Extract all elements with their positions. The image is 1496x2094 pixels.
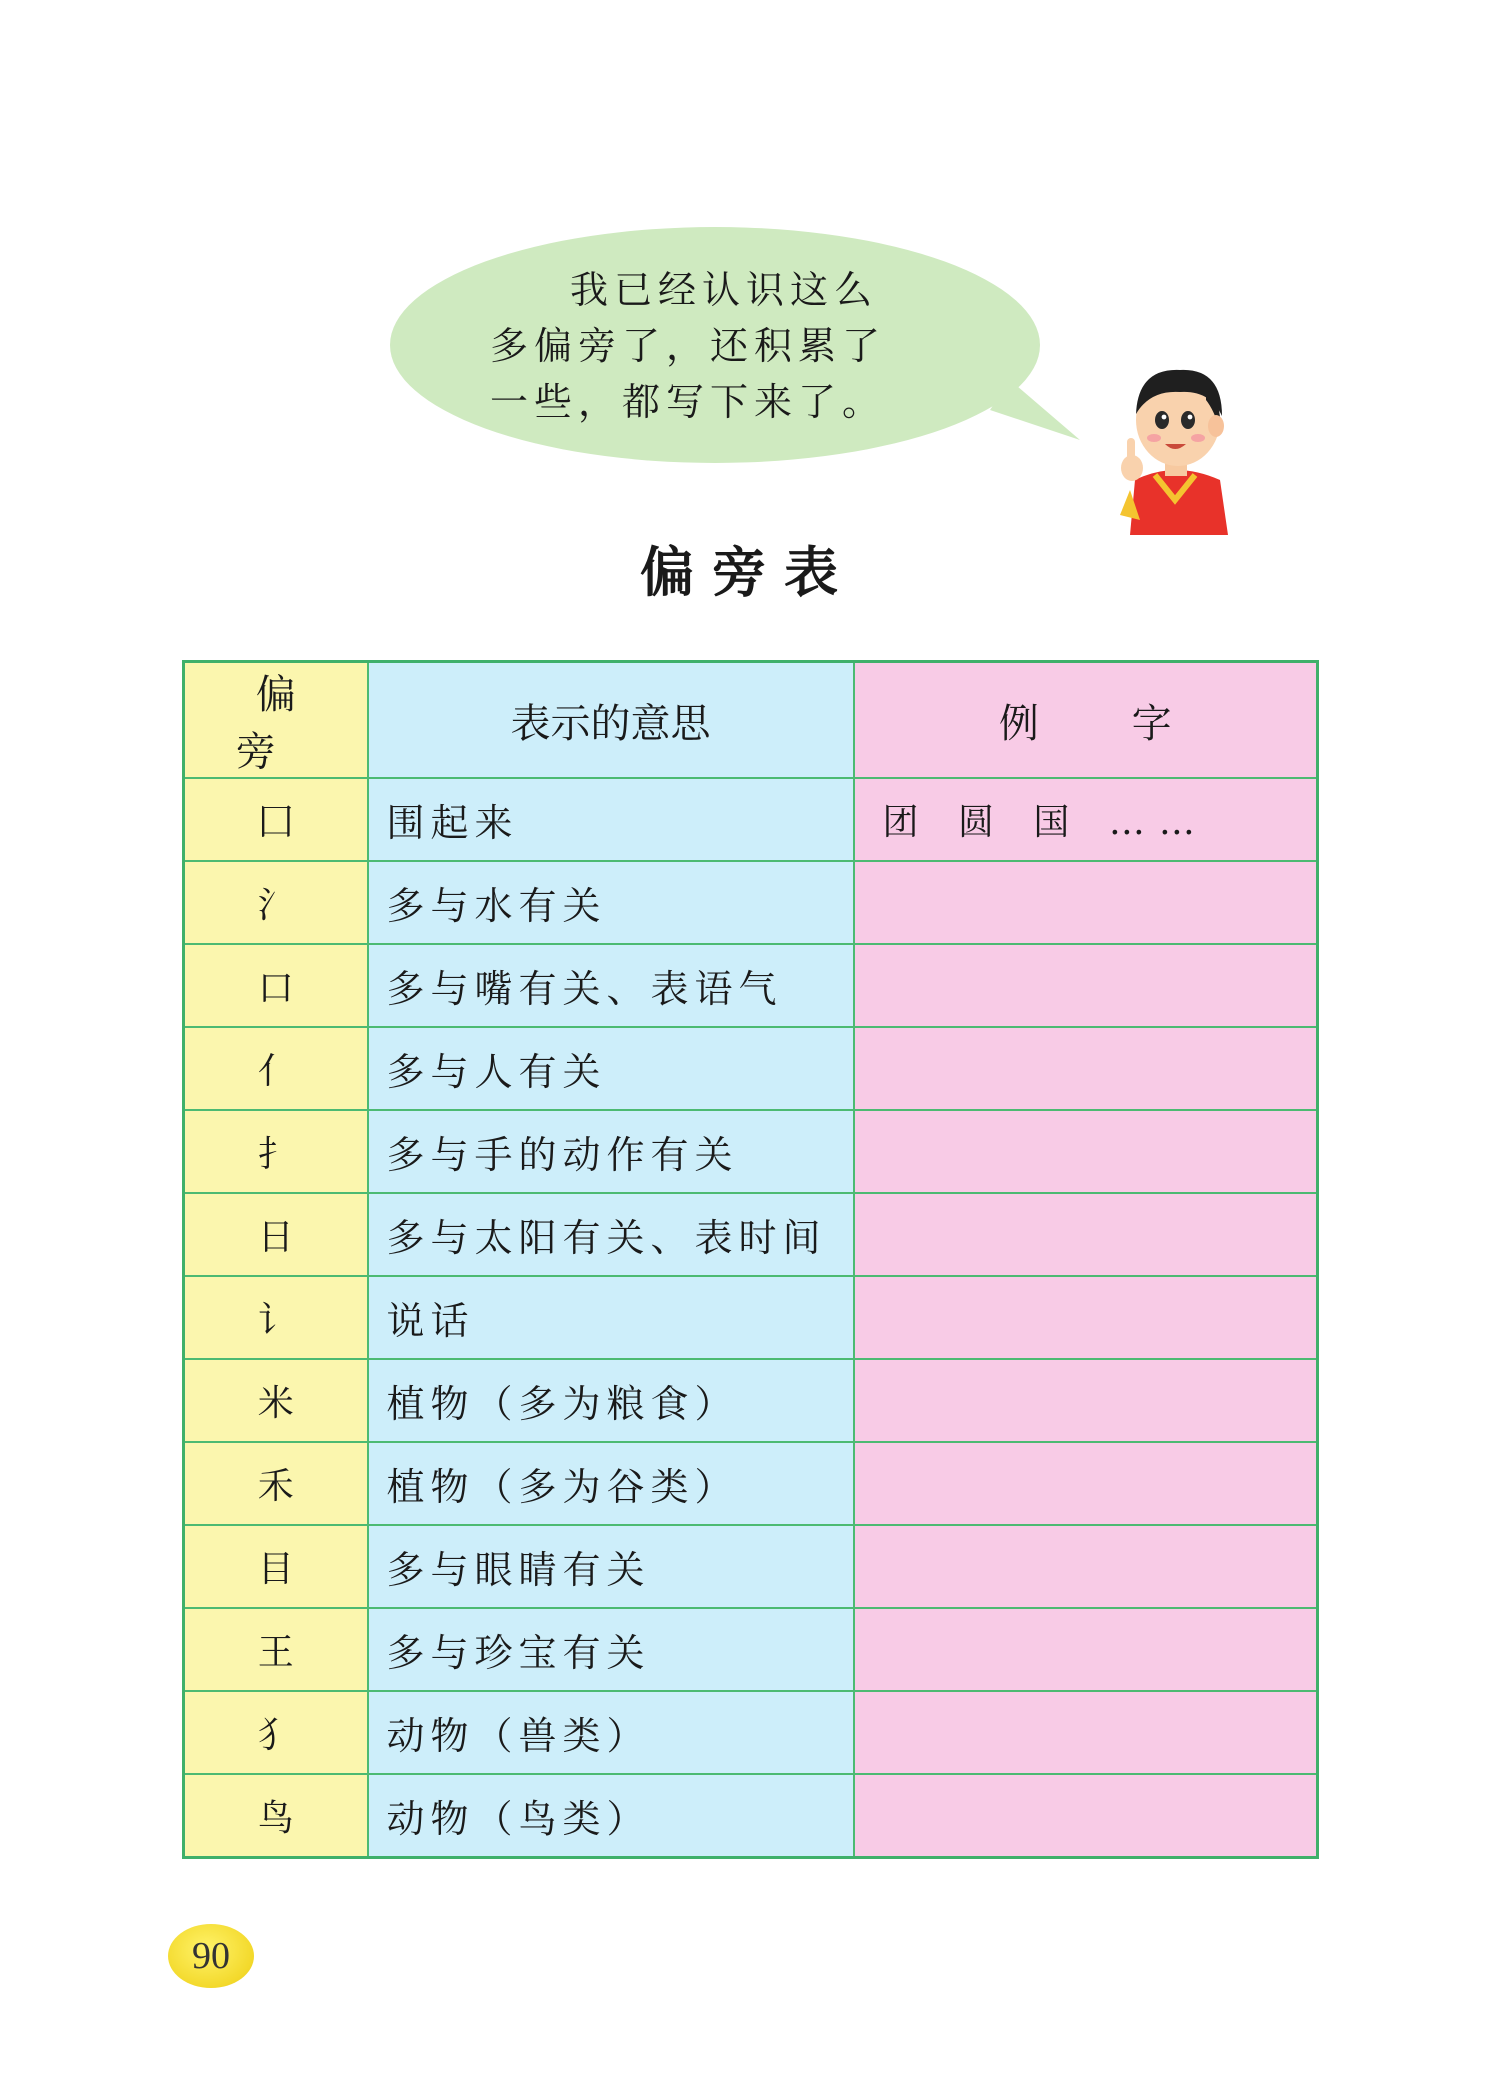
cell-radical: 鸟 <box>184 1774 368 1857</box>
cell-meaning: 多与珍宝有关 <box>368 1608 854 1691</box>
bubble-line-2: 多偏旁了，还积累了 <box>490 324 887 368</box>
cell-radical: 禾 <box>184 1442 368 1525</box>
cell-meaning: 多与水有关 <box>368 861 854 944</box>
table-row <box>184 1193 1318 1276</box>
cell-example <box>854 1027 1318 1110</box>
bubble-line-1: 我已经认识这么 <box>570 268 879 312</box>
cell-radical: 氵 <box>184 861 368 944</box>
cell-example <box>854 1110 1318 1193</box>
cell-meaning: 多与太阳有关、表时间 <box>368 1193 854 1276</box>
table-row <box>184 1691 1318 1774</box>
cell-meaning: 说话 <box>368 1276 854 1359</box>
cell-example: 团 圆 国 …… <box>854 778 1318 861</box>
cell-example <box>854 1193 1318 1276</box>
cell-radical: 亻 <box>184 1027 368 1110</box>
cell-radical: 王 <box>184 1608 368 1691</box>
table-row <box>184 944 1318 1027</box>
cell-meaning: 多与人有关 <box>368 1027 854 1110</box>
cell-meaning: 围起来 <box>368 778 854 861</box>
header-meaning-label: 表示的意思 <box>510 700 711 747</box>
cell-radical: 日 <box>184 1193 368 1276</box>
cell-example <box>854 861 1318 944</box>
header-radical <box>184 662 368 779</box>
header-radical-label: 偏 旁 <box>235 672 336 775</box>
cell-example <box>854 1691 1318 1774</box>
page-title: 偏旁表 <box>640 541 856 604</box>
cell-meaning: 动物（兽类） <box>368 1691 854 1774</box>
cell-example <box>854 1525 1318 1608</box>
cell-meaning: 植物（多为谷类） <box>368 1442 854 1525</box>
cell-example <box>854 944 1318 1027</box>
table-row <box>184 1027 1318 1110</box>
header-meaning <box>368 662 854 779</box>
cell-radical: 米 <box>184 1359 368 1442</box>
cell-meaning: 多与嘴有关、表语气 <box>368 944 854 1027</box>
table-body <box>184 778 1318 1857</box>
table-row <box>184 1525 1318 1608</box>
cell-radical: 目 <box>184 1525 368 1608</box>
table-row <box>184 1774 1318 1857</box>
cell-meaning: 植物（多为粮食） <box>368 1359 854 1442</box>
header-example <box>854 662 1318 779</box>
cell-radical: 口 <box>184 944 368 1027</box>
table-row <box>184 1110 1318 1193</box>
table-row <box>184 1359 1318 1442</box>
radical-table <box>182 660 1319 1859</box>
speech-bubble-text <box>490 262 1010 430</box>
table-header-row <box>184 662 1318 779</box>
cartoon-boy-illustration <box>1110 340 1240 540</box>
table-row <box>184 1276 1318 1359</box>
cell-radical: 囗 <box>184 778 368 861</box>
table-row <box>184 778 1318 861</box>
table-row <box>184 1442 1318 1525</box>
table-row <box>184 861 1318 944</box>
page-number: 90 <box>168 1924 254 1988</box>
table-row <box>184 1608 1318 1691</box>
speech-bubble <box>390 220 1120 480</box>
cell-radical: 讠 <box>184 1276 368 1359</box>
cell-meaning: 动物（鸟类） <box>368 1774 854 1857</box>
cell-radical: 扌 <box>184 1110 368 1193</box>
header-example-label: 例 字 <box>998 700 1212 747</box>
cell-example <box>854 1774 1318 1857</box>
cell-radical: 犭 <box>184 1691 368 1774</box>
cell-meaning: 多与手的动作有关 <box>368 1110 854 1193</box>
cell-meaning: 多与眼睛有关 <box>368 1525 854 1608</box>
cell-example <box>854 1276 1318 1359</box>
cell-example <box>854 1442 1318 1525</box>
cell-example <box>854 1608 1318 1691</box>
cell-example <box>854 1359 1318 1442</box>
bubble-line-3: 一些，都写下来了。 <box>490 380 887 424</box>
